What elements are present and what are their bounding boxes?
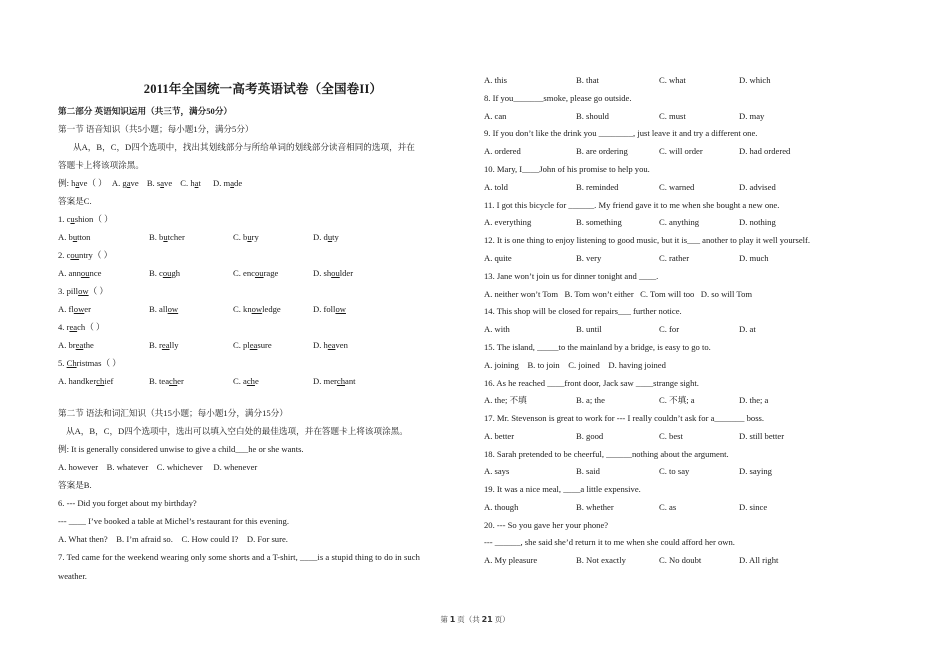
option-d: D. follow [313,304,346,314]
option-c: C. warned [659,182,695,192]
option-b: B. cough [149,268,181,278]
example-word-pre: h [71,178,76,188]
question-14: 14. This shop will be closed for repairs___ further notice. [484,306,682,316]
option-d: D. shoulder [313,268,354,278]
option-a: A. can [484,111,507,121]
option-c: C. anything [659,217,700,227]
section1-heading: 第一节 语音知识（共5小题；每小题1分，满分5分） [58,124,254,134]
example-answer: 答案是C. [58,196,92,206]
option-a: A. though [484,502,519,512]
example-prefix: 例: [58,178,72,188]
option-a: A. everything [484,217,532,227]
option-c: C. for [659,324,680,334]
option-c: C. what [659,75,686,85]
option-b: B. allow [149,304,179,314]
option-a: A. told [484,182,508,192]
option-a: A. breathe [58,340,94,350]
option-a: A. says [484,466,510,476]
section1-example [58,178,242,189]
option-d: D. at [739,324,756,334]
question-6-options: A. What then? B. I’m afraid so. C. How could I? D. For sure. [58,534,288,544]
question-11: 11. I got this bicycle for ______. My friend gave it to me when she bought a new one. [484,200,780,210]
option-a: A. quite [484,253,512,263]
example-option-c: C. hat [180,178,201,188]
option-b: B. really [149,340,179,350]
option-a: A. handkerchief [58,376,114,386]
section1-instruction-cont: 答题卡上将该项涂黑。 [58,160,144,170]
question-9: 9. If you don’t like the drink you ________, just leave it and try a different one. [484,128,758,138]
question-1: 1. cushion（ ） [58,214,113,224]
option-b: B. Not exactly [576,555,626,565]
option-a: A. better [484,431,515,441]
question-15-options: A. joining B. to join C. joined D. having joined [484,360,666,370]
option-d: D. which [739,75,771,85]
page-title: 2011年全国统一高考英语试卷（全国卷II） [143,82,383,96]
question-13: 13. Jane won’t join us for dinner tonight and ____. [484,271,659,281]
option-a: A. button [58,232,91,242]
section1-instruction: 从A，B，C，D四个选项中，找出其划线部分与所给单词的划线部分读音相同的选项，并在 [73,142,415,152]
page-number: 1 [449,615,456,624]
option-c: C. to say [659,466,690,476]
question-20: 20. --- So you gave her your phone? [484,520,609,530]
option-b: B. very [576,253,602,263]
example-word-post: ve [79,178,88,188]
option-a: A. the; 不填 [484,395,527,405]
option-b: B. something [576,217,622,227]
option-b: B. that [576,75,599,85]
option-c: C. 不填; a [659,395,695,405]
option-a: A. flower [58,304,91,314]
option-c: C. ache [233,376,259,386]
page-footer: 第 1 页（共 21 页） [440,615,510,624]
question-16: 16. As he reached ____front door, Jack saw ____strange sight. [484,378,699,388]
option-d: D. nothing [739,217,776,227]
section2-answer: 答案是B. [58,480,92,490]
option-b: B. teacher [149,376,184,386]
option-d: D. All right [739,555,779,565]
example-option-d: D. made [213,178,243,188]
example-option-a: A. gave [111,178,139,188]
option-c: C. No doubt [659,555,702,565]
option-b: B. a; the [576,395,605,405]
option-d: D. may [739,111,765,121]
option-c: C. bury [233,232,259,242]
option-c: C. rather [659,253,690,263]
option-d: D. much [739,253,769,263]
option-d: D. had ordered [739,146,791,156]
option-b: B. until [576,324,602,334]
option-d: D. advised [739,182,776,192]
option-c: C. best [659,431,683,441]
section2-instruction: 从A，B，C，D四个选项中，选出可以填入空白处的最佳选项，并在答题卡上将该项涂黑。 [66,426,408,436]
option-d: D. saying [739,466,772,476]
part-heading: 第二部分 英语知识运用（共三节，满分50分） [58,106,233,116]
question-12: 12. It is one thing to enjoy listening to good music, but it is___ another to play it well yourself. [484,235,811,245]
question-13-options: A. neither won’t Tom B. Tom won’t either C. Tom will too D. so will Tom [484,289,753,299]
question-19: 19. It was a nice meal, ____a little expensive. [484,484,641,494]
option-a: A. this [484,75,507,85]
option-c: C. pleasure [233,340,272,350]
example-word-underline: a [75,178,80,188]
option-a: A. announce [58,268,102,278]
question-3: 3. pillow（ ） [58,286,108,296]
question-5: 5. Christmas（ ） [58,358,121,368]
option-d: D. since [739,502,768,512]
section2-example: 例: It is generally considered unwise to give a child___he or she wants. [58,444,304,454]
question-4: 4. reach（ ） [58,322,105,332]
option-a: A. with [484,324,510,334]
option-b: B. good [576,431,604,441]
option-c: C. will order [659,146,703,156]
question-7: 7. Ted came for the weekend wearing only some shorts and a T-shirt, ____is a stupid thing to do in such [58,552,420,562]
option-c: C. as [659,502,677,512]
option-b: B. reminded [576,182,619,192]
option-d: D. still better [739,431,785,441]
question-15: 15. The island, _____to the mainland by a bridge, is easy to go to. [484,342,711,352]
option-d: D. merchant [313,376,356,386]
example-option-b: B. save [146,178,173,188]
option-c: C. knowledge [233,304,281,314]
option-b: B. butcher [149,232,185,242]
question-2: 2. country（ ） [58,250,113,260]
option-c: C. must [659,111,686,121]
option-c: C. encourage [233,268,279,278]
option-d: D. duty [313,232,339,242]
option-b: B. should [576,111,609,121]
option-a: A. My pleasure [484,555,538,565]
page-total: 21 [481,615,493,624]
question-18: 18. Sarah pretended to be cheerful, ______nothing about the argument. [484,449,729,459]
example-blank: （ ） [87,178,107,188]
option-b: B. are ordering [576,146,628,156]
question-8: 8. If you_______smoke, please go outside. [484,93,632,103]
option-d: D. the; a [739,395,769,405]
question-17: 17. Mr. Stevenson is great to work for --- I really couldn’t ask for a_______ boss. [484,413,765,423]
section2-heading: 第二节 语法和词汇知识（共15小题；每小题1分，满分15分） [58,408,288,418]
section2-example-options: A. however B. whatever C. whichever D. whenever [58,462,258,472]
option-d: D. heaven [313,340,348,350]
question-7-cont: weather. [58,571,87,581]
option-b: B. said [576,466,600,476]
question-6: 6. --- Did you forget about my birthday? [58,498,197,508]
question-20-reply: --- ______, she said she’d return it to me when she could afford her own. [484,537,735,547]
option-a: A. ordered [484,146,521,156]
question-10: 10. Mary, I____John of his promise to help you. [484,164,650,174]
option-b: B. whether [576,502,614,512]
question-6-reply: --- ____ I’ve booked a table at Michel’s restaurant for this evening. [58,516,289,526]
